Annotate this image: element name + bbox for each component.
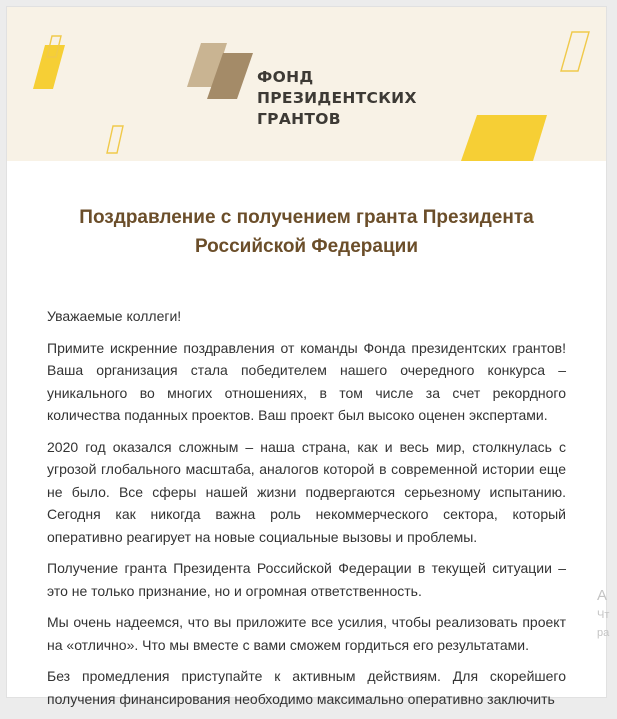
title-line: Поздравление с получением гранта Президента: [79, 207, 534, 228]
email-header-banner: [7, 7, 606, 161]
gold-outline-shape-icon: [45, 35, 63, 59]
side-panel-line: А: [597, 587, 608, 604]
email-body: [47, 305, 566, 719]
body-paragraph: Примите искренние поздравления от команды Фонда президентских грантов! Ваша организация стала победителем нашего очередного конкурса – уникального во многих отношениях, в том числе за счет рекордного количества поданных проектов. Ваш проект был высоко оценен экспертами.: [47, 339, 566, 423]
side-panel-line: Чт: [597, 609, 610, 621]
body-paragraph: Мы очень надеемся, что вы приложите все усилия, чтобы реализовать проект на «отлично». Что мы вместе с вами сможем гордиться его результатами.: [47, 614, 566, 653]
body-paragraph: 2020 год оказался сложным – наша страна, как и весь мир, столкнулась с угрозой глобального масштаба, аналогов которой в современной истории еще не было. Все сферы нашей жизни подвергаются серьезному испытанию. Сегодня как никогда важна роль некоммерческого сектора, который оперативно реагирует на новые социальные вызовы и проблемы.: [47, 438, 566, 545]
title-line: Российской Федерации: [194, 236, 419, 257]
body-paragraph: Без промедления приступайте к активным действиям. Для скорейшего получения финансирования необходимо максимально оперативно заключить: [47, 668, 566, 707]
logo-line: ПРЕЗИДЕНТСКИХ: [257, 89, 417, 107]
logo-line: ФОНД: [257, 68, 314, 86]
email-card: [6, 6, 607, 707]
foundation-logo-icon: [187, 43, 257, 99]
greeting: Уважаемые коллеги!: [47, 308, 182, 324]
gold-shape-icon: [461, 115, 547, 161]
gold-outline-shape-icon: [559, 31, 591, 73]
logo-line: ГРАНТОВ: [257, 110, 341, 128]
gold-outline-shape-icon: [105, 125, 125, 155]
body-paragraph: Получение гранта Президента Российской Федерации в текущей ситуации – это не только признание, но и огромная ответственность.: [47, 560, 566, 599]
side-panel-line: ра: [597, 627, 610, 639]
foundation-logo-text: [257, 67, 417, 130]
side-panel-peek: [597, 586, 617, 642]
email-title: [47, 203, 566, 261]
